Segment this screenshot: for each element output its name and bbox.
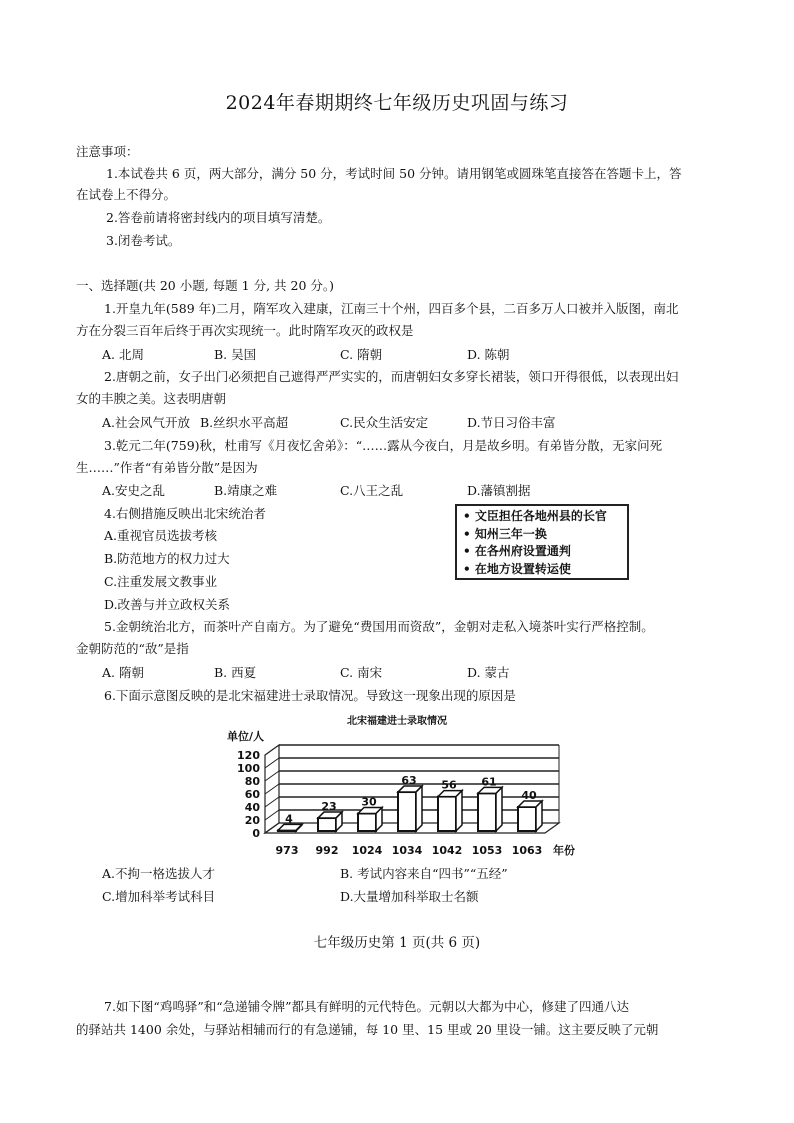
- y-axis-label: 单位/人: [227, 730, 265, 743]
- q3-option-b[interactable]: B.靖康之难: [214, 483, 278, 498]
- x-axis-label: 年份: [553, 844, 575, 857]
- y-tick-label: 20: [244, 814, 260, 827]
- bar-side: [416, 786, 422, 831]
- q5-option-d[interactable]: D. 蒙古: [467, 665, 510, 680]
- q4-option-a[interactable]: A.重视官员选拔考核: [104, 528, 218, 543]
- bar-value-label: 63: [401, 774, 417, 788]
- x-tick-label: 1024: [351, 844, 383, 857]
- bar: [518, 807, 536, 831]
- q4-measure-2: • 知州三年一换: [463, 526, 547, 541]
- chart-bars: [278, 786, 542, 831]
- q6-option-b[interactable]: B. 考试内容来自“四书”“五经”: [340, 866, 508, 881]
- x-tick-label: 1042: [431, 844, 463, 857]
- y-tick-label: 40: [244, 801, 260, 814]
- q4-stem: 4.右侧措施反映出北宋统治者: [104, 506, 266, 521]
- y-tick-label: 80: [244, 775, 260, 788]
- q3-option-a[interactable]: A.安史之乱: [102, 483, 166, 498]
- q1-stem-line2: 方在分裂三百年后终于再次实现统一。此时隋军攻灭的政权是: [76, 323, 414, 338]
- bar-chart: [225, 728, 575, 860]
- y-tick-label: 0: [252, 827, 260, 840]
- bar-value-label: 4: [285, 812, 293, 826]
- notice-line2: 2.答卷前请将密封线内的项目填写清楚。: [106, 210, 331, 225]
- q4-measures-box: [455, 504, 629, 580]
- q6-option-c[interactable]: C.增加科举考试科目: [102, 889, 216, 904]
- bar-side: [456, 791, 462, 831]
- q1-option-a[interactable]: A. 北周: [102, 347, 144, 362]
- gridline-side: [265, 771, 279, 781]
- q3-stem-line1: 3.乾元二年(759)秋，杜甫写《月夜忆舍弟》：“……露从今夜白，月是故乡明。有弟皆分散，无家问死: [104, 438, 663, 453]
- bar-value-label: 56: [441, 778, 457, 792]
- q2-stem-line2: 女的丰腴之美。这表明唐朝: [76, 391, 227, 406]
- y-tick-label: 60: [244, 788, 260, 801]
- notice-line1: 1.本试卷共 6 页，两大部分，满分 50 分，考试时间 50 分钟。请用钢笔或圆珠笔直接答在答题卡上，答: [106, 166, 682, 181]
- q1-option-c[interactable]: C. 隋朝: [340, 347, 383, 362]
- bar: [398, 792, 416, 831]
- bar: [318, 818, 336, 831]
- q4-measure-4: • 在地方设置转运使: [463, 561, 571, 576]
- q7-stem-line2: 的驿站共 1400 余处，与驿站相辅而行的有急递铺，每 10 里、15 里或 20 里设一铺。这主要反映了元朝: [76, 1022, 659, 1037]
- q3-option-c[interactable]: C.八王之乱: [340, 483, 404, 498]
- q2-option-c[interactable]: C.民众生活安定: [340, 415, 429, 430]
- q1-option-b[interactable]: B. 吴国: [214, 347, 257, 362]
- notice-line3: 3.闭卷考试。: [106, 233, 181, 248]
- q5-option-a[interactable]: A. 隋朝: [102, 665, 144, 680]
- q5-option-c[interactable]: C. 南宋: [340, 665, 383, 680]
- bar: [438, 797, 456, 831]
- bar-value-label: 30: [361, 795, 377, 809]
- x-tick-label: 992: [315, 844, 339, 857]
- q6-stem: 6.下面示意图反映的是北宋福建进士录取情况。导致这一现象出现的原因是: [104, 688, 516, 703]
- q4-option-c[interactable]: C.注重发展文教事业: [104, 574, 218, 589]
- q6-option-a[interactable]: A.不拘一格选拔人才: [102, 866, 216, 881]
- bar-value-label: 23: [321, 800, 337, 814]
- q4-option-b[interactable]: B.防范地方的权力过大: [104, 551, 230, 566]
- notice-line1-cont: 在试卷上不得分。: [76, 187, 177, 202]
- x-tick-label: 1034: [391, 844, 423, 857]
- bar-side: [496, 787, 502, 831]
- gridline-side: [265, 758, 279, 768]
- x-tick-label: 973: [275, 844, 299, 857]
- q7-stem-line1: 7.如下图“鸡鸣驿”和“急递铺令牌”都具有鲜明的元代特色。元朝以大都为中心，修建了四通八达: [104, 999, 629, 1014]
- q5-stem-line1: 5.金朝统治北方，而茶叶产自南方。为了避免“费国用而资敌”，金朝对走私入境茶叶实行严格控制。: [104, 619, 654, 634]
- chart-title: 北宋福建进士录取情况: [347, 716, 447, 727]
- x-tick-label: 1053: [471, 844, 503, 857]
- gridline-side: [265, 784, 279, 794]
- q5-stem-line2: 金朝防范的“敌”是指: [76, 641, 189, 656]
- bar: [358, 814, 376, 832]
- q5-option-b[interactable]: B. 西夏: [214, 665, 257, 680]
- notice-heading: 注意事项：: [76, 144, 139, 159]
- x-tick-label: 1063: [511, 844, 543, 857]
- q2-option-b[interactable]: B.丝织水平高超: [200, 415, 289, 430]
- q2-stem-line1: 2.唐朝之前，女子出门必须把自己遮得严严实实的，而唐朝妇女多穿长裙装，领口开得很低，以表现出妇: [104, 369, 679, 384]
- gridline-side: [265, 797, 279, 807]
- y-tick-label: 100: [237, 762, 260, 775]
- q3-stem-line2: 生……”作者“有弟皆分散”是因为: [76, 460, 258, 475]
- q2-option-d[interactable]: D.节日习俗丰富: [467, 415, 556, 430]
- q4-option-d[interactable]: D.改善与并立政权关系: [104, 597, 231, 612]
- q6-option-d[interactable]: D.大量增加科举取士名额: [340, 889, 479, 904]
- q4-measure-1: • 文臣担任各地州县的长官: [463, 509, 607, 523]
- q4-measure-3: • 在各州府设置通判: [463, 544, 571, 558]
- page-title: 2024年春期期终七年级历史巩固与练习: [225, 92, 569, 114]
- bar: [478, 793, 496, 831]
- section-heading: 一、选择题(共 20 小题, 每题 1 分, 共 20 分。): [76, 278, 335, 293]
- q2-option-a[interactable]: A.社会风气开放: [102, 415, 191, 430]
- y-tick-label: 120: [237, 749, 260, 762]
- q1-stem-line1: 1.开皇九年(589 年)二月，隋军攻入建康，江南三十个州，四百多个县，二百多万人口被并入版图，南北: [104, 301, 679, 316]
- gridline-side: [265, 810, 279, 820]
- page-footer: 七年级历史第 1 页(共 6 页): [313, 935, 481, 951]
- bar-value-label: 40: [521, 789, 537, 802]
- q1-option-d[interactable]: D. 陈朝: [467, 347, 510, 362]
- bar-value-label: 61: [481, 775, 497, 789]
- bar-side: [536, 801, 542, 831]
- q3-option-d[interactable]: D.藩镇割据: [467, 483, 531, 498]
